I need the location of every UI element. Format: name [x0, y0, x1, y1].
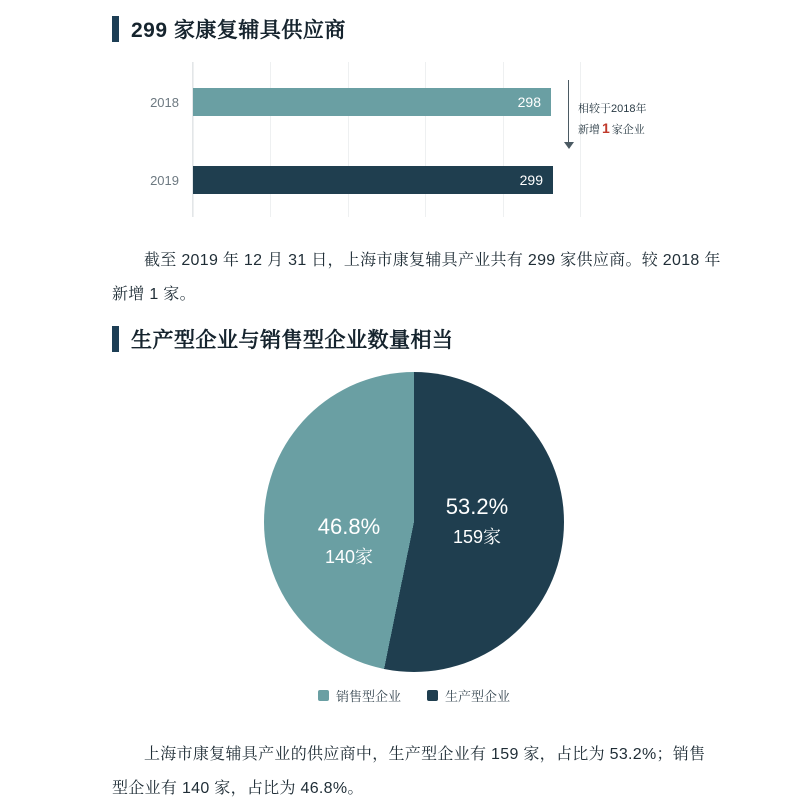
legend-swatch-production: [427, 690, 438, 701]
section-heading-text: 生产型企业与销售型企业数量相当: [131, 329, 454, 352]
bar-category-label-2019: 2019: [150, 172, 179, 188]
section-heading-company-types: [112, 324, 454, 354]
section-heading-text: 299 家康复辅具供应商: [131, 19, 346, 42]
bar-value-2019: 299: [193, 166, 553, 194]
annotation-suffix: 家企业: [611, 124, 645, 136]
legend-item-sales: [318, 686, 401, 705]
annotation-number: 1: [602, 120, 610, 136]
bar-value-2018: 298: [193, 88, 551, 116]
annotation-line-1: 相较于2018年: [578, 103, 647, 115]
pie-chart: [264, 372, 564, 672]
annotation-prefix: 新增: [578, 124, 600, 136]
heading-accent-bar: [112, 326, 119, 352]
legend-item-production: [427, 686, 510, 705]
pie-count-production: 159家: [452, 527, 502, 547]
bar-chart-annotation: [560, 74, 700, 184]
pie-chart-legend: [264, 686, 564, 705]
annotation-text: [578, 100, 646, 140]
pie-label-sales: [294, 512, 404, 572]
bar-row-2019: [150, 166, 553, 194]
pie-label-production: [422, 492, 532, 552]
arrow-down-icon: [564, 142, 574, 149]
bar-row-2018: [150, 88, 551, 116]
bar-category-label-2018: 2018: [150, 94, 179, 110]
legend-swatch-sales: [318, 690, 329, 701]
paragraph-company-types: 上海市康复辅具产业的供应商中，生产型企业有 159 家，占比为 53.2%；销售型企业有 140 家，占比为 46.8%。: [112, 746, 706, 797]
pie-count-sales: 140家: [324, 547, 374, 567]
pie-percent-sales: 46.8%: [317, 514, 381, 539]
section-heading-suppliers: [112, 14, 346, 44]
annotation-line: [568, 80, 569, 146]
paragraph-suppliers: 截至 2019 年 12 月 31 日，上海市康复辅具产业共有 299 家供应商。较 2018 年新增 1 家。: [112, 252, 721, 303]
bar-chart: [150, 62, 581, 217]
pie-percent-production: 53.2%: [445, 494, 509, 519]
heading-accent-bar: [112, 16, 119, 42]
legend-label-production: 生产型企业: [445, 689, 511, 704]
legend-label-sales: 销售型企业: [335, 689, 401, 704]
annotation-line-2: [578, 119, 646, 140]
